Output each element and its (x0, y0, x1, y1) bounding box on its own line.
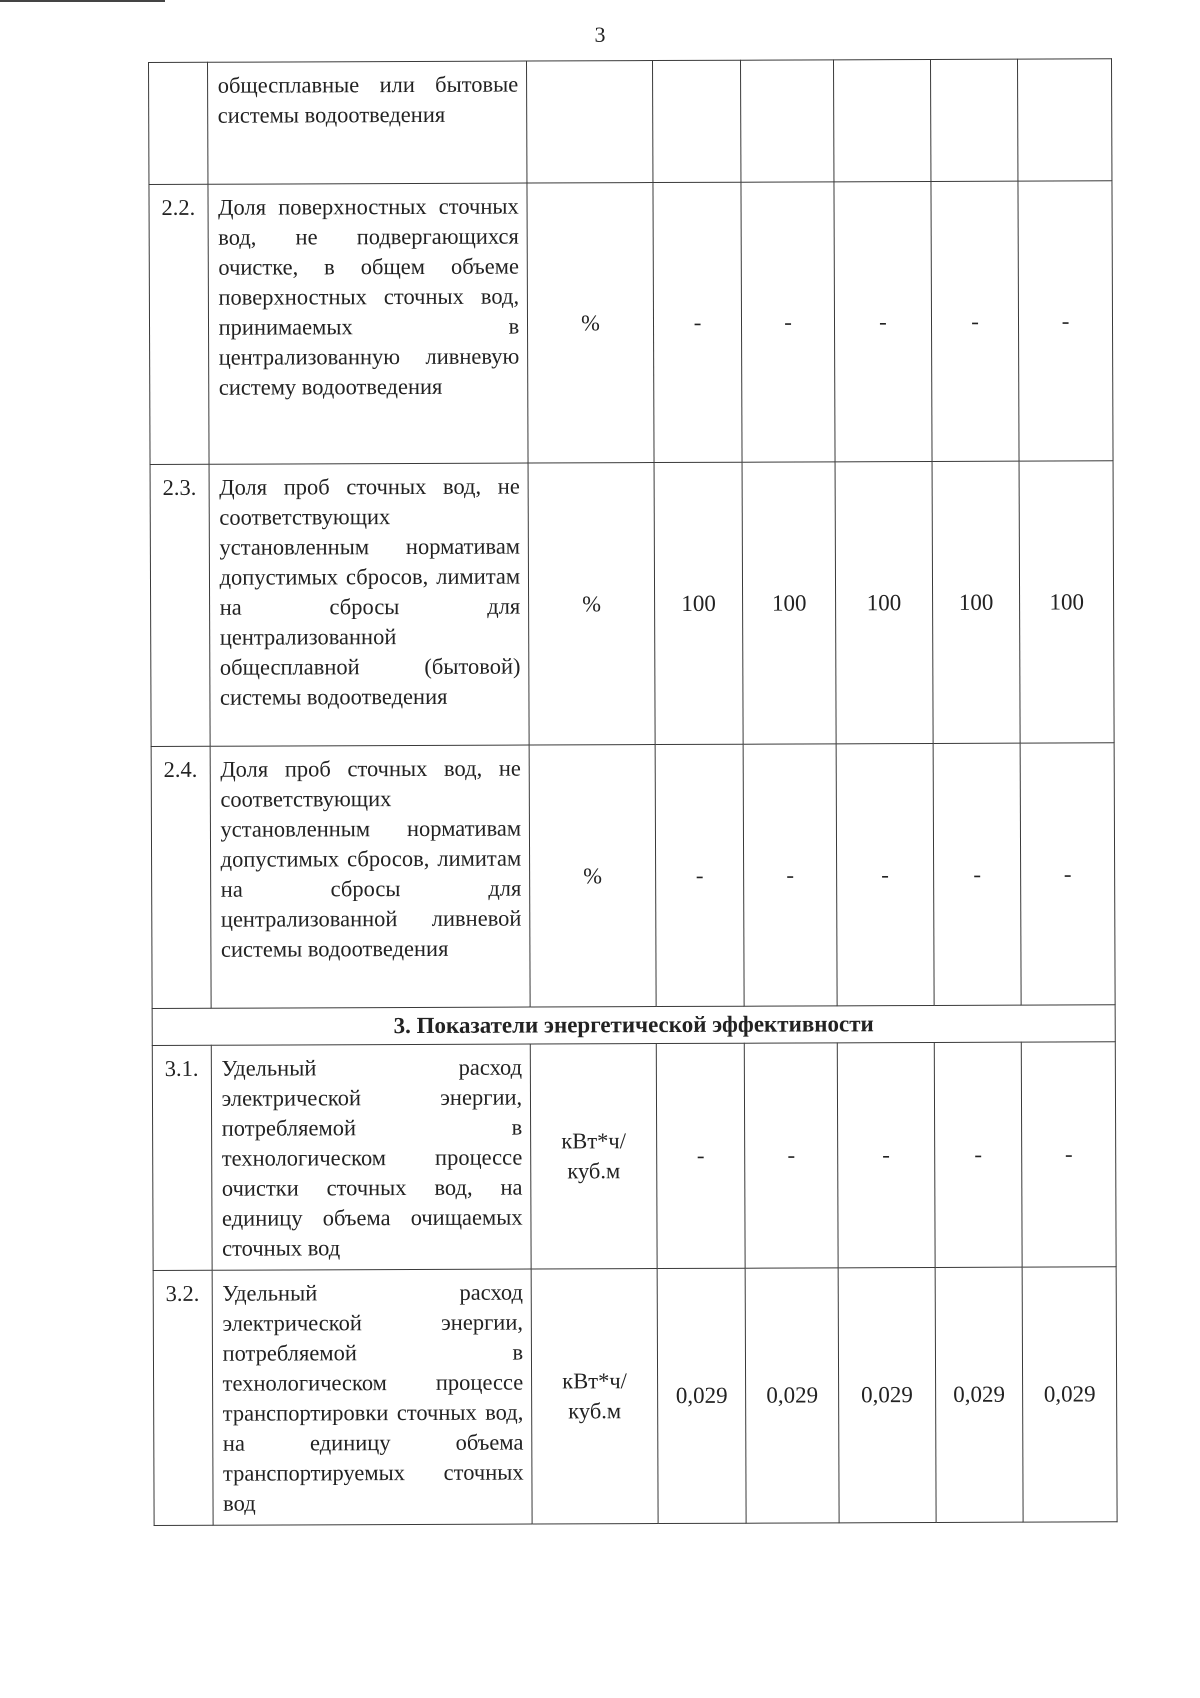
year-value-1: - (656, 1043, 745, 1268)
year-value-4: - (934, 1042, 1022, 1267)
row-number: 2.3. (150, 464, 210, 746)
year-value-1: 100 (654, 462, 743, 744)
unit-of-measure: кВт*ч/ куб.м (530, 1044, 657, 1269)
row-number: 2.4. (151, 746, 211, 1008)
year-value-4 (930, 59, 1018, 181)
page-number: 3 (594, 22, 606, 47)
year-value-5: 0,029 (1022, 1267, 1117, 1522)
year-value-1 (652, 60, 741, 182)
scan-corner-mark (0, 0, 165, 2)
indicator-description: Удельный расход электрической энергии, потребляемой в технологическом процессе очистки сточных вод, на единицу объема очищаемых сточных вод (211, 1044, 531, 1270)
table-row (151, 743, 1115, 1009)
year-value-2: - (743, 744, 837, 1006)
row-number: 2.2. (149, 184, 209, 464)
unit-of-measure: % (527, 183, 654, 463)
year-value-2 (741, 60, 834, 182)
row-number: 3.2. (153, 1270, 213, 1525)
year-value-4: 0,029 (935, 1267, 1023, 1522)
year-value-4: - (931, 181, 1019, 461)
indicator-table (148, 58, 1118, 1526)
table-row (150, 461, 1114, 747)
year-value-2: 100 (742, 462, 836, 744)
year-value-5: 100 (1019, 461, 1114, 743)
year-value-3: - (834, 181, 932, 461)
year-value-3: - (836, 743, 934, 1005)
unit-of-measure: % (529, 745, 656, 1007)
year-value-3: - (837, 1042, 935, 1267)
table-row (149, 59, 1112, 185)
table-body (149, 59, 1118, 1526)
year-value-2: - (741, 182, 835, 462)
indicator-description: Удельный расход электрической энергии, потребляемой в технологическом процессе транспортировки сточных вод, на единицу объема транспортируемых сточных вод (212, 1269, 533, 1525)
year-value-3 (833, 59, 930, 181)
year-value-3: 100 (835, 461, 933, 743)
indicator-description: Доля поверхностных сточных вод, не подвергающихся очистке, в общем объеме поверхностных сточных вод, принимаемых в централизованную ливневую систему водоотведения (208, 183, 529, 464)
year-value-5 (1018, 59, 1112, 181)
table-row (149, 181, 1113, 465)
table-row (152, 1042, 1116, 1271)
year-value-1: 0,029 (657, 1268, 746, 1523)
indicator-description: Доля проб сточных вод, не соответствующих установленным нормативам допустимых сбросов, лимитам на сбросы для централизованной общесплавной (бытовой) системы водоотведения (209, 463, 530, 746)
section-header-row (152, 1005, 1115, 1046)
unit-of-measure: кВт*ч/ куб.м (531, 1269, 658, 1524)
year-value-5: - (1018, 181, 1113, 461)
section-title: 3. Показатели энергетической эффективности (152, 1005, 1115, 1046)
year-value-4: 100 (932, 461, 1020, 743)
indicator-description: общесплавные или бытовые системы водоотведения (207, 61, 527, 184)
indicator-description: Доля проб сточных вод, не соответствующих установленным нормативам допустимых сбросов, лимитам на сбросы для централизованной ливневой системы водоотведения (210, 745, 531, 1008)
table-row (153, 1267, 1117, 1526)
year-value-1: - (655, 744, 744, 1006)
year-value-5: - (1020, 743, 1115, 1005)
row-number (149, 62, 208, 184)
row-number: 3.1. (152, 1045, 211, 1270)
year-value-1: - (653, 182, 742, 462)
year-value-2: - (745, 1043, 839, 1268)
unit-of-measure: % (528, 463, 655, 745)
year-value-4: - (933, 743, 1021, 1005)
year-value-3: 0,029 (838, 1267, 936, 1522)
year-value-5: - (1021, 1042, 1116, 1267)
year-value-2: 0,029 (745, 1268, 839, 1523)
unit-of-measure (527, 61, 653, 183)
